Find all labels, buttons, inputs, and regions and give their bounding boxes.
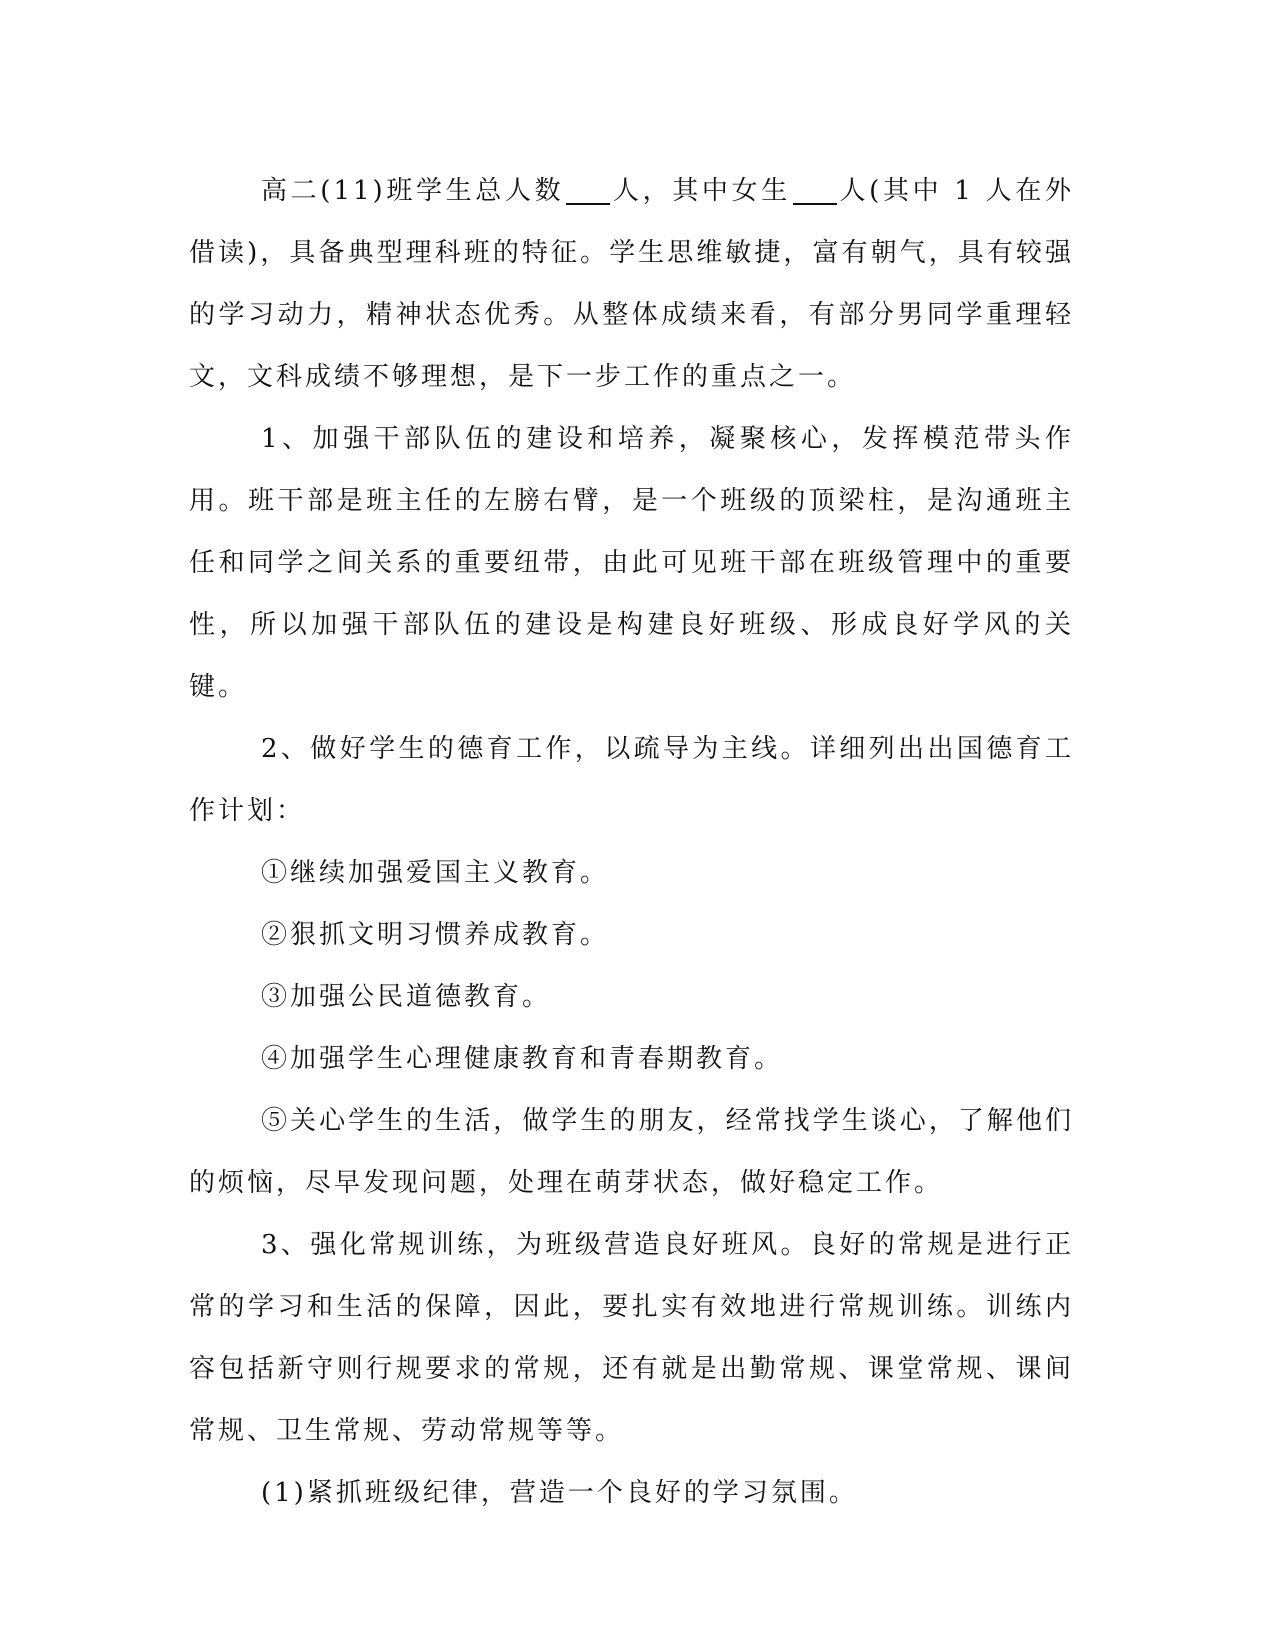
blank-female-students xyxy=(793,177,837,205)
paragraph-class-overview xyxy=(189,160,1074,408)
paragraph-class-discipline: (1)紧抓班级纪律，营造一个良好的学习氛围。 xyxy=(261,1478,858,1508)
list-item-civilized-habits: ②狠抓文明习惯养成教育。 xyxy=(261,920,610,950)
paragraph-moral-education: 2、做好学生的德育工作，以疏导为主线。详细列出出国德育工作计划： xyxy=(189,734,1074,826)
document-body xyxy=(189,160,1074,1524)
list-item-student-care: ⑤关心学生的生活，做学生的朋友，经常找学生谈心，了解他们的烦恼，尽早发现问题，处理在萌芽状态，做好稳定工作。 xyxy=(189,1106,1074,1198)
list-item-patriotism: ①继续加强爱国主义教育。 xyxy=(261,858,610,888)
blank-total-students xyxy=(566,177,610,205)
list-item-civic-morality: ③加强公民道德教育。 xyxy=(261,982,552,1012)
overview-text-start: 高二(11)班学生总人数 xyxy=(261,176,565,206)
paragraph-routine-training: 3、强化常规训练，为班级营造良好班风。良好的常规是进行正常的学习和生活的保障，因此，要扎实有效地进行常规训练。训练内容包括新守则行规要求的常规，还有就是出勤常规、课堂常规、课间常规、卫生常规、劳动常规等等。 xyxy=(189,1230,1074,1446)
overview-text-middle: 人，其中女生 xyxy=(612,176,791,206)
list-item-mental-health: ④加强学生心理健康教育和青春期教育。 xyxy=(261,1044,784,1074)
paragraph-cadre-building: 1、加强干部队伍的建设和培养，凝聚核心，发挥模范带头作用。班干部是班主任的左膀右臂，是一个班级的顶梁柱，是沟通班主任和同学之间关系的重要纽带，由此可见班干部在班级管理中的重要性，所以加强干部队伍的建设是构建良好班级、形成良好学风的关键。 xyxy=(189,424,1074,702)
overview-text-end: 人(其中 1 人在外借读)，具备典型理科班的特征。学生思维敏捷，富有朝气，具有较强的学习动力，精神状态优秀。从整体成绩来看，有部分男同学重理轻文，文科成绩不够理想，是下一步工作的重点之一。 xyxy=(189,176,1074,392)
